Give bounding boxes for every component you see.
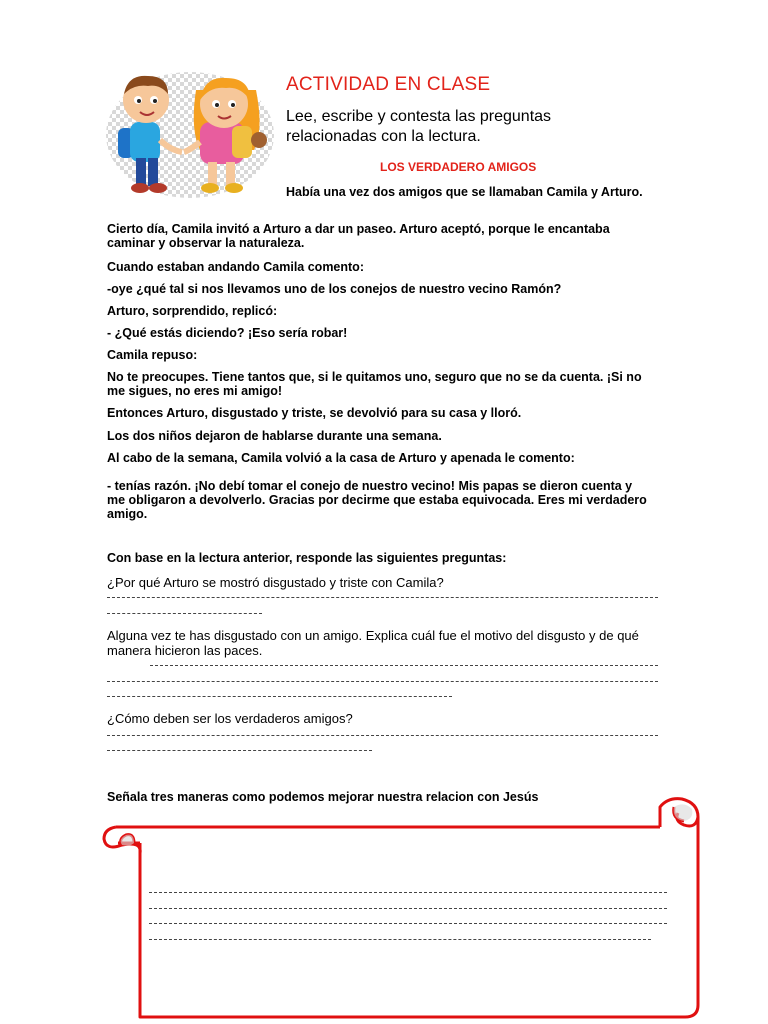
story-paragraph: Arturo, sorprendido, replicó: <box>107 304 278 318</box>
page-title: ACTIVIDAD EN CLASE <box>286 74 491 95</box>
answer-line[interactable] <box>107 613 262 614</box>
question-3: ¿Cómo deben ser los verdaderos amigos? <box>107 711 353 726</box>
instructions-subtitle: Lee, escribe y contesta las preguntas relacionadas con la lectura. <box>286 108 552 145</box>
answer-line[interactable] <box>107 681 658 682</box>
answer-line[interactable] <box>107 696 452 697</box>
scroll-answer-line[interactable] <box>149 908 667 909</box>
story-paragraph: Al cabo de la semana, Camila volvió a la casa de Arturo y apenada le comento: <box>107 451 575 465</box>
answer-line[interactable] <box>107 597 658 598</box>
story-paragraph: Cuando estaban andando Camila comento: <box>107 260 364 274</box>
question-2: Alguna vez te has disgustado con un amigo. Explica cuál fue el motivo del disgusto y de qué manera hicieron las paces. <box>107 628 639 658</box>
questions-intro: Con base en la lectura anterior, responde las siguientes preguntas: <box>107 551 507 565</box>
story-paragraph: Había una vez dos amigos que se llamaban Camila y Arturo. <box>286 185 643 199</box>
story-paragraph: Cierto día, Camila invitó a Arturo a dar un paseo. Arturo aceptó, porque le encantaba caminar y observar la naturaleza. <box>107 222 610 250</box>
scroll-answer-line[interactable] <box>149 892 667 893</box>
question-1: ¿Por qué Arturo se mostró disgustado y triste con Camila? <box>107 575 444 590</box>
scroll-answer-line[interactable] <box>149 923 667 924</box>
story-paragraph: Entonces Arturo, disgustado y triste, se devolvió para su casa y lloró. <box>107 406 522 420</box>
answer-line[interactable] <box>150 665 658 666</box>
answer-line[interactable] <box>107 735 658 736</box>
final-prompt: Señala tres maneras como podemos mejorar nuestra relacion con Jesús <box>107 790 539 804</box>
story-paragraph: Los dos niños dejaron de hablarse durante una semana. <box>107 429 442 443</box>
story-paragraph: No te preocupes. Tiene tantos que, si le quitamos uno, seguro que no se da cuenta. ¡Si no me sigues, no eres mi amigo! <box>107 370 642 398</box>
children-holding-hands-illustration <box>104 70 276 200</box>
scroll-answer-line[interactable] <box>149 939 651 940</box>
story-paragraph: Camila repuso: <box>107 348 198 362</box>
story-paragraph: -oye ¿qué tal si nos llevamos uno de los conejos de nuestro vecino Ramón? <box>107 282 562 296</box>
answer-line[interactable] <box>107 750 372 751</box>
story-title: LOS VERDADERO AMIGOS <box>380 160 537 174</box>
story-paragraph: - ¿Qué estás diciendo? ¡Eso sería robar! <box>107 326 348 340</box>
story-paragraph: - tenías razón. ¡No debí tomar el conejo de nuestro vecino! Mis papas se dieron cuenta y me obligaron a devolverlo. Gracias por decirme que estaba equivocada. Eres mi verdadero amigo. <box>107 479 647 521</box>
